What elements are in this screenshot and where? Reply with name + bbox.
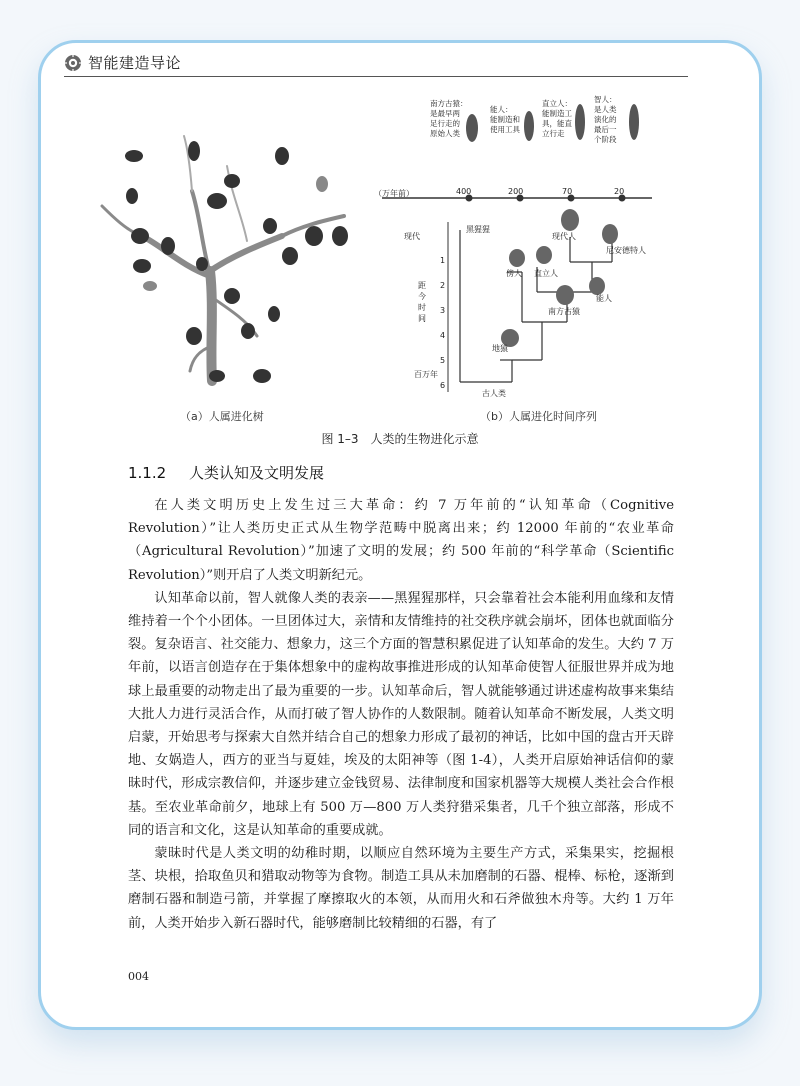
species-label: 直立人	[534, 269, 558, 278]
svg-text:间: 间	[418, 314, 426, 323]
svg-text:足行走的: 足行走的	[430, 119, 460, 128]
timeline-tick: 20	[614, 187, 625, 196]
book-title: 智能建造导论	[88, 54, 182, 72]
timeline-tick: 400	[456, 187, 472, 196]
axis-label: 现代	[404, 232, 420, 241]
species-label: 尼安德特人	[606, 246, 646, 255]
paragraph: 蒙昧时代是人类文明的幼稚时期，以顺应自然环境为主要生产方式，采集果实，挖掘根茎、块根，拾取鱼贝和猎取动物等为食物。制造工具从未加磨制的石器、棍棒、标枪，逐渐到磨制石器和制造弓箭，并掌握了摩擦取火的本领，从而用火和石斧做独木舟等。大约 1 万年前，人类开始步入新石器时代，能够磨制比较精细的石器，有了	[128, 846, 674, 931]
axis-title: 距	[418, 281, 426, 290]
evolution-tree-illustration	[82, 96, 352, 386]
timeline-unit: （万年前）	[374, 189, 414, 198]
subfigure-caption-a: （a）人属进化树	[180, 410, 264, 423]
annotation-erectus: 直立人：	[542, 99, 572, 108]
figure-caption: 图 1–3 人类的生物进化示意	[321, 432, 479, 446]
section-title: 人类认知及文明发展	[188, 464, 324, 482]
svg-text:具，能直: 具，能直	[542, 119, 572, 128]
svg-text:时: 时	[418, 303, 426, 312]
axis-label: 3	[440, 306, 446, 315]
species-label: 古人类	[482, 389, 506, 398]
species-label: 傍人	[506, 269, 522, 278]
evolution-timeline-chart	[372, 92, 658, 402]
svg-text:立行走: 立行走	[542, 129, 565, 138]
paragraph: 认知革命以前，智人就像人类的表亲——黑猩猩那样，只会靠着社会本能利用血缘和友情维持着一个个小团体。一旦团体过大，亲情和友情维持的社交秩序就会崩坏，团体也就面临分裂。复杂语言、社交能力、想象力，这三个方面的智慧积累促进了认知革命的发生。大约 7 万年前，以语言创造存在于集体想象中的虚构故事推进形成的认知革命使智人征服世界并成为地球上最重要的动物走出了最为重要的一步。认知革命后，智人就能够通过讲述虚构故事来集结大批人力进行灵活合作，从而打破了智人协作的人数限制。随着认知革命不断发展，人类文明启蒙，开始思考与探索大自然并结合自己的想象力形成了最初的神话，比如中国的盘古开天辟地、女娲造人，西方的亚当与夏娃，埃及的太阳神等（图 1-4），人类开启原始神话信仰的蒙昧时代，形成宗教信仰，并逐步建立金钱贸易、法律制度和国家机器等大规模人类社会合作根基。至农业革命前夕，地球上有 500 万—800 万人类狩猎采集者，几千个独立部落，形成不同的语言和文化，这是认知革命的重要成就。	[128, 590, 674, 838]
axis-unit: 百万年	[414, 370, 438, 379]
running-header	[64, 51, 688, 77]
svg-text:今: 今	[418, 292, 426, 301]
svg-text:是最早两: 是最早两	[430, 109, 460, 118]
svg-text:使用工具: 使用工具	[490, 125, 520, 134]
svg-text:演化的: 演化的	[594, 115, 617, 124]
axis-label: 5	[440, 356, 446, 365]
body-text	[128, 494, 674, 935]
timeline-tick: 200	[508, 187, 524, 196]
section-heading	[128, 462, 324, 483]
svg-text:是人类: 是人类	[594, 105, 617, 114]
species-label: 黑猩猩	[466, 225, 490, 234]
axis-label: 4	[440, 331, 446, 340]
gear-icon	[64, 54, 82, 72]
svg-text:最后一: 最后一	[594, 125, 617, 134]
species-label: 现代人	[552, 232, 576, 241]
svg-text:能制造工: 能制造工	[542, 109, 572, 118]
paragraph: 在人类文明历史上发生过三大革命：约 7 万年前的“认知革命（Cognitive Revolution）”让人类历史正式从生物学范畴中脱离出来；约 12000 年前的“农业革命（Agricultural Revolution）”加速了文明的发展；约 500 年前的“科学革命（Scientific Revolution）”则开启了人类文明新纪元。	[128, 498, 674, 583]
svg-text:原始人类: 原始人类	[430, 129, 460, 138]
svg-text:个阶段: 个阶段	[594, 135, 617, 144]
timeline-tick: 70	[562, 187, 573, 196]
species-label: 地猿	[492, 344, 508, 353]
axis-label: 1	[440, 256, 446, 265]
annotation-sapiens: 智人：	[594, 95, 617, 104]
axis-label: 6	[440, 381, 446, 390]
annotation-australopithecus: 南方古猿：	[430, 99, 468, 108]
svg-text:能制造和: 能制造和	[490, 115, 520, 124]
page-number: 004	[128, 970, 149, 983]
species-label: 能人	[596, 294, 612, 303]
annotation-habilis: 能人：	[490, 105, 513, 114]
axis-label: 2	[440, 281, 446, 290]
species-label: 南方古猿	[548, 307, 580, 316]
subfigure-caption-b: （b）人属进化时间序列	[480, 410, 597, 423]
section-number: 1.1.2	[128, 464, 167, 482]
